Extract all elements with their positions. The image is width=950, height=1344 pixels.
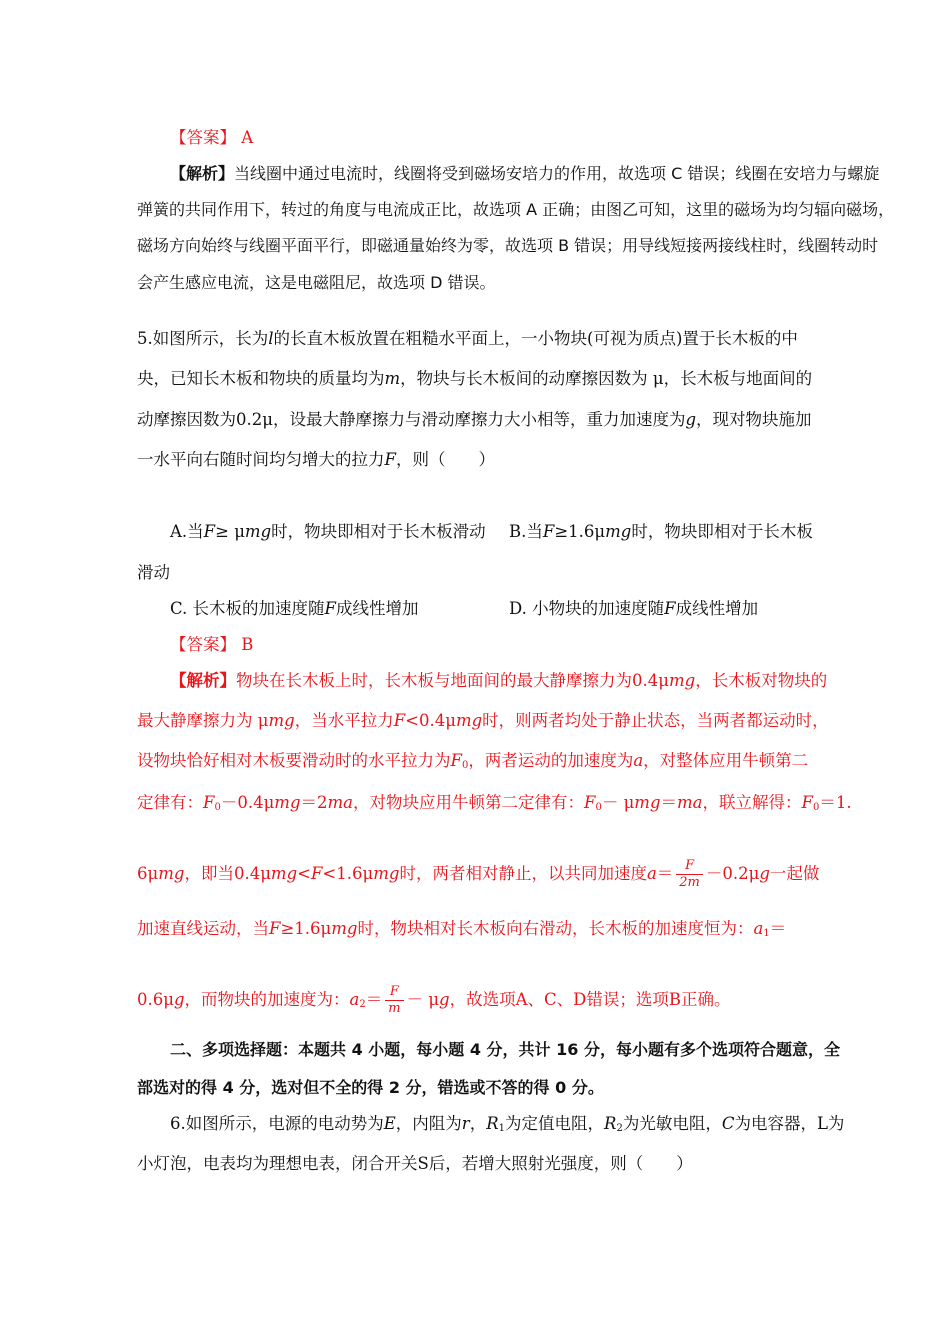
answer-label: 【答案】 [170, 128, 236, 147]
q5-analysis-line-1: 【解析】物块在长木板上时，长木板与地面间的最大静摩擦力为0.4μmg，长木板对物块的 [170, 671, 828, 690]
q5-analysis-line-2: 最大静摩擦力为 μmg，当水平拉力F<0.4μmg时，则两者均处于静止状态，当两者都运动时， [137, 711, 829, 730]
q4-analysis-line-4: 会产生感应电流，这是电磁阻尼，故选项 D 错误。 [137, 273, 496, 292]
answer-label: 【答案】 [170, 635, 236, 654]
q5-analysis-line-3: 设物块恰好相对木板要滑动时的水平拉力为$F_0$，两者运动的加速度为a，对整体应用牛顿第二 [137, 751, 809, 771]
section2-heading-line-2: 部选对的得 4 分，选对但不全的得 2 分，错选或不答的得 0 分。 [137, 1078, 604, 1097]
analysis-label: 【解析】 [170, 164, 235, 183]
q5-stem-line-2: 央，已知长木板和物块的质量均为m，物块与长木板间的动摩擦因数为 μ，长木板与地面间的 [137, 369, 813, 388]
q6-stem-line-2: 小灯泡，电表均为理想电表，闭合开关S后，若增大照射光强度，则（ ） [137, 1154, 693, 1173]
q4-analysis-line-2: 弹簧的共同作用下，转过的角度与电流成正比，故选项 A 正确；由图乙可知，这里的磁场为均匀辐向磁场， [137, 200, 895, 219]
analysis-label: 【解析】 [170, 671, 236, 690]
answer-value: B [241, 635, 254, 654]
q5-analysis-line-6: 加速直线运动，当F≥1.6μmg时，物块相对长木板向右滑动，长木板的加速度恒为：$a_1=$ [137, 919, 787, 939]
q5-answer [170, 634, 253, 656]
answer-value: A [241, 128, 254, 147]
q6-stem-line-1: 6.如图所示，电源的电动势为E，内阻为r，$R_1$为定值电阻，$R_2$为光敏电阻，C为电容器，L为 [170, 1114, 845, 1134]
q5-option-b: B.当F≥1.6μmg时，物块即相对于长木板 [509, 522, 813, 541]
q5-analysis-line-7: 0.6μg，而物块的加速度为：$a_2=$ $\frac{F}{m}$ － μg，故选项A、C、D错误；选项B正确。 [137, 984, 731, 1016]
q5-stem-line-3: 动摩擦因数为0.2μ，设最大静摩擦力与滑动摩擦力大小相等，重力加速度为g，现对物块施加 [137, 410, 812, 429]
q4-analysis-line-3: 磁场方向始终与线圈平面平行，即磁通量始终为零，故选项 B 错误；用导线短接两接线柱时，线圈转动时 [137, 236, 879, 255]
fraction-f-over-m: $\frac{F}{m}$ [385, 984, 403, 1017]
q5-stem-line-1: 5.如图所示，长为l的长直木板放置在粗糙水平面上，一小物块(可视为质点)置于长木板的中 [137, 329, 798, 348]
q4-analysis-line-1: 【解析】当线圈中通过电流时，线圈将受到磁场安培力的作用，故选项 C 错误；线圈在安培力与螺旋 [170, 164, 880, 183]
q5-analysis-line-4: 定律有：$F_0-0.4\mu mg=2ma$，对物块应用牛顿第二定律有：$F_0- \mu mg=ma$，联立解得：$F_0=1$. [137, 793, 852, 813]
q4-answer [170, 127, 253, 149]
q5-option-c: C. 长木板的加速度随F成线性增加 [170, 599, 419, 618]
q5-option-b-wrap: 滑动 [137, 563, 170, 582]
q5-option-d: D. 小物块的加速度随F成线性增加 [509, 599, 759, 618]
q5-analysis-line-5: 6μmg，即当0.4μmg<F<1.6μmg时，两者相对静止，以共同加速度a＝ $\frac{F}{2m}$ －0.2μg一起做 [137, 858, 820, 890]
section2-heading-line-1: 二、多项选择题：本题共 4 小题，每小题 4 分，共计 16 分，每小题有多个选项符合题意，全 [170, 1040, 840, 1059]
fraction-f-over-2m: $\frac{F}{2m}$ [676, 858, 703, 891]
q5-stem-line-4: 一水平向右随时间均匀增大的拉力F，则（ ） [137, 450, 495, 469]
q5-option-a: A.当F≥ μmg时，物块即相对于长木板滑动 [170, 522, 486, 541]
